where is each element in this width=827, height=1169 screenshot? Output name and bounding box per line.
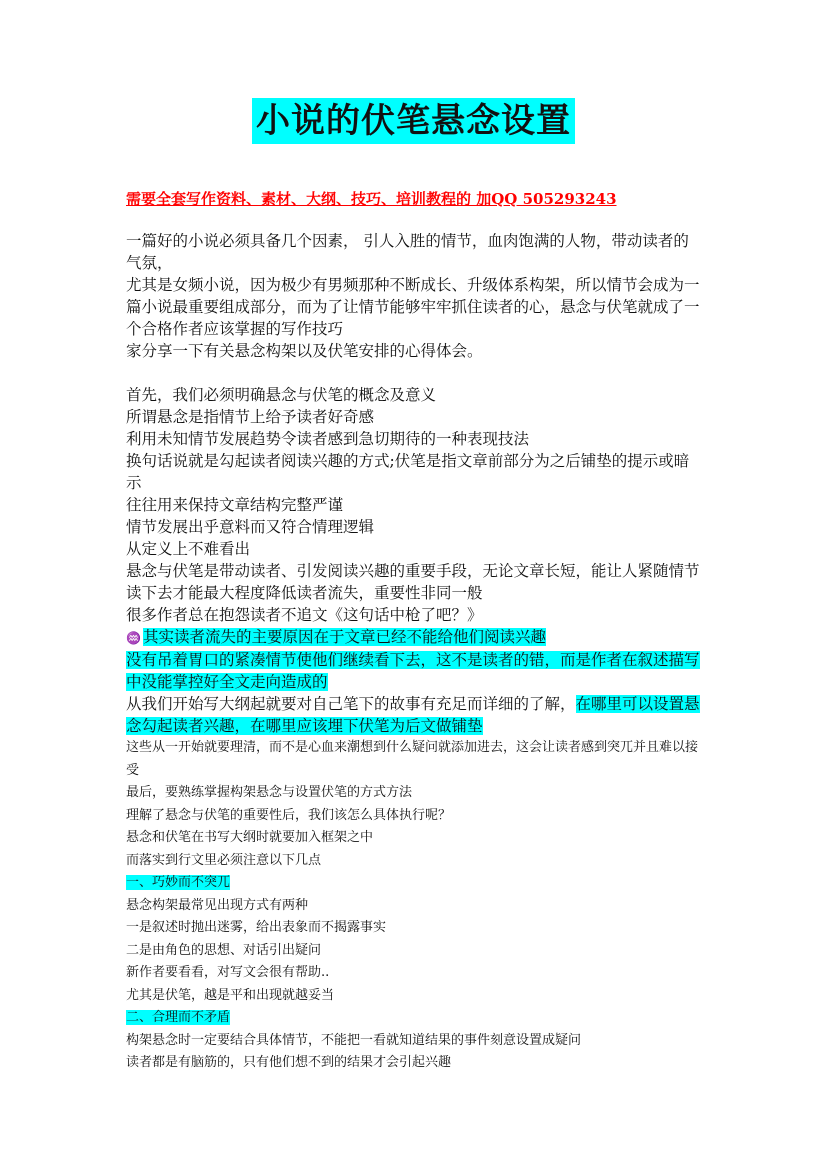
paragraph-line: 往往用来保持文章结构完整严谨: [126, 496, 344, 514]
highlighted-line: [126, 649, 704, 693]
highlight-text: 没有吊着胃口的紧凑情节使他们继续看下去，这不是读者的错，而是作者在叙述描写中没能掌控好全文走向造成的: [126, 651, 700, 691]
paragraph-line: 尤其是女频小说，因为极少有男频那种不断成长、升级体系构架，所以情节会成为一篇小说最重要组成部分，而为了让情节能够牢牢抓住读者的心，悬念与伏笔就成了一个合格作者应该掌握的写作技巧: [126, 276, 700, 338]
paragraph-line: 读者都是有脑筋的，只有他们想不到的结果才会引起兴趣: [126, 1055, 452, 1070]
paragraph-line: 新作者要看看，对写文会很有帮助..: [126, 965, 330, 980]
section-heading: [126, 872, 704, 895]
document-body: [126, 230, 704, 1075]
highlight-text: 其实读者流失的主要原因在于文章已经不能给他们阅读兴趣: [142, 628, 546, 646]
paragraph-line: 很多作者总在抱怨读者不追文《这句话中枪了吧？》: [126, 606, 483, 624]
highlighted-line: [126, 626, 704, 649]
heading-text: 一、巧妙而不突兀: [126, 875, 231, 890]
paragraph-line: 构架悬念时一定要结合具体情节，不能把一看就知道结果的事件刻意设置成疑问: [126, 1032, 582, 1048]
paragraph-line: 尤其是伏笔，越是平和出现就越妥当: [126, 987, 335, 1003]
paragraph-line: 换句话说就是勾起读者阅读兴趣的方式;伏笔是指文章前部分为之后铺垫的提示或暗示: [126, 452, 690, 492]
paragraph-line: 一篇好的小说必须具备几个因素， 引人入胜的情节，血肉饱满的人物，带动读者的气氛，: [126, 232, 689, 272]
highlight-text: 在哪里可以设置悬念勾起读者兴趣，在哪里应该埋下伏笔为后文做铺垫: [126, 695, 700, 735]
plain-text: 从我们开始写大纲起就要对自己笔下的故事有充足而详细的了解，: [126, 695, 576, 713]
aquarius-glyph-icon: ♒: [126, 631, 141, 645]
heading-text: 二、合理而不矛盾: [126, 1010, 231, 1025]
paragraph-line: 悬念与伏笔是带动读者、引发阅读兴趣的重要手段，无论文章长短，能让人紧随情节读下去才能最大程度降低读者流失，重要性非同一般: [126, 562, 700, 602]
paragraph-gap: [126, 362, 704, 384]
document-title: [0, 98, 827, 144]
paragraph-line: 悬念构架最常见出现方式有两种: [126, 897, 309, 913]
title-text: 小说的伏笔悬念设置: [252, 98, 575, 144]
paragraph-line: 悬念和伏笔在书写大纲时就要加入框架之中: [126, 830, 374, 845]
paragraph-line: 所谓悬念是指情节上给予读者好奇感: [126, 408, 375, 426]
paragraph-line: 情节发展出乎意料而又符合情理逻辑: [126, 518, 375, 536]
paragraph-line: 理解了悬念与伏笔的重要性后，我们该怎么具体执行呢？: [126, 807, 452, 823]
paragraph-line: 家分享一下有关悬念构架以及伏笔安排的心得体会。: [126, 342, 483, 360]
paragraph-line: 一是叙述时抛出迷雾，给出表象而不揭露事实: [126, 920, 387, 935]
paragraph-line: 二是由角色的思想、对话引出疑问: [126, 942, 322, 958]
section-heading: [126, 1007, 704, 1030]
paragraph-line: 利用未知情节发展趋势令读者感到急切期待的一种表现技法: [126, 430, 530, 448]
paragraph-line: 最后，要熟练掌握构架悬念与设置伏笔的方式方法: [126, 785, 413, 800]
paragraph-line: 而落实到行文里必须注意以下几点: [126, 852, 322, 868]
paragraph-line: 首先，我们必须明确悬念与伏笔的概念及意义: [126, 386, 437, 404]
paragraph-line: 从定义上不难看出: [126, 540, 251, 558]
promo-line: 需要全套写作资料、素材、大纲、技巧、培训教程的 加QQ 505293243: [126, 190, 617, 208]
mixed-line: [126, 693, 704, 737]
paragraph-line: 这些从一开始就要理清，而不是心血来潮想到什么疑问就添加进去，这会让读者感到突兀并且难以接受: [126, 740, 699, 778]
